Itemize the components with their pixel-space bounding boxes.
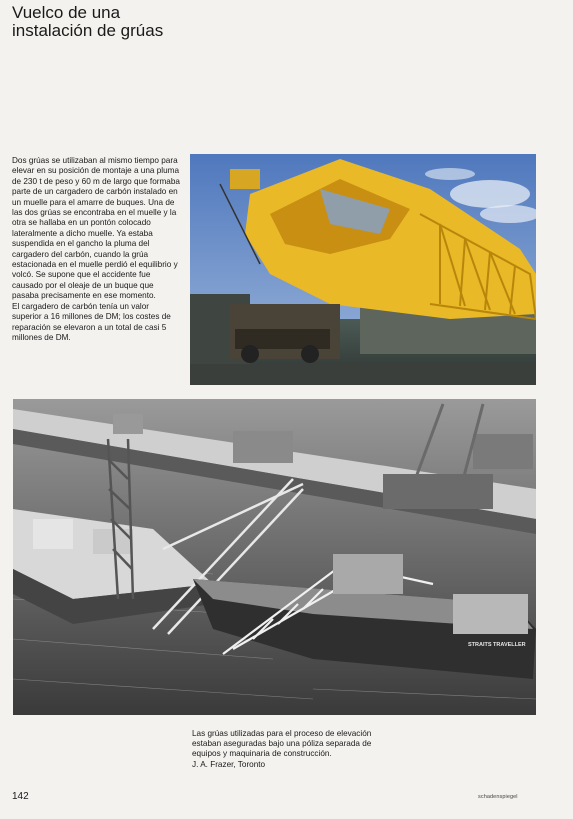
body-paragraph-2: El cargadero de carbón tenía un valor superior a 16 millones de DM; los costes de reparación se elevaron a un total de casi 5 millones de DM. bbox=[12, 301, 171, 342]
title-line-1: Vuelco de una bbox=[12, 3, 121, 22]
body-paragraph-1: Dos grúas se utilizaban al mismo tiempo para elevar en su posición de montaje a una pluma de 230 t de peso y 60 m de largo que formaba parte de un cargadero de carbón instalado en un muelle para el amarre de buques. Una de las dos grúas se encontraba en el muelle y la otra se hallaba en un pontón colocado lateralmente a dicho muelle. Ya estaba suspendida en el gancho la pluma del cargadero del carbón, cuando la grúa estacionada en el muelle perdió el equilibrio y volcó. Se supone que el accidente fue causado por el oleaje de un buque que pasaba precisamente en ese momento. bbox=[12, 156, 180, 301]
page-number: 142 bbox=[12, 791, 29, 802]
photo-overturned-crane bbox=[190, 154, 536, 385]
photo-caption bbox=[192, 729, 392, 770]
ship-name-label: STRAITS TRAVELLER bbox=[468, 642, 526, 648]
aerial-harbor-illustration bbox=[13, 399, 536, 715]
article-body bbox=[12, 156, 180, 343]
footer-brand: schadenspiegel bbox=[478, 794, 518, 800]
page-title bbox=[12, 4, 312, 40]
overturned-crane-illustration bbox=[190, 154, 536, 385]
caption-text: Las grúas utilizadas para el proceso de elevación estaban aseguradas bajo una póliza separada de equipos y maquinaria de construcción. bbox=[192, 729, 372, 759]
title-line-2: instalación de grúas bbox=[12, 21, 164, 40]
photo-credit: J. A. Frazer, Toronto bbox=[192, 759, 266, 769]
photo-aerial-harbor bbox=[13, 399, 536, 715]
